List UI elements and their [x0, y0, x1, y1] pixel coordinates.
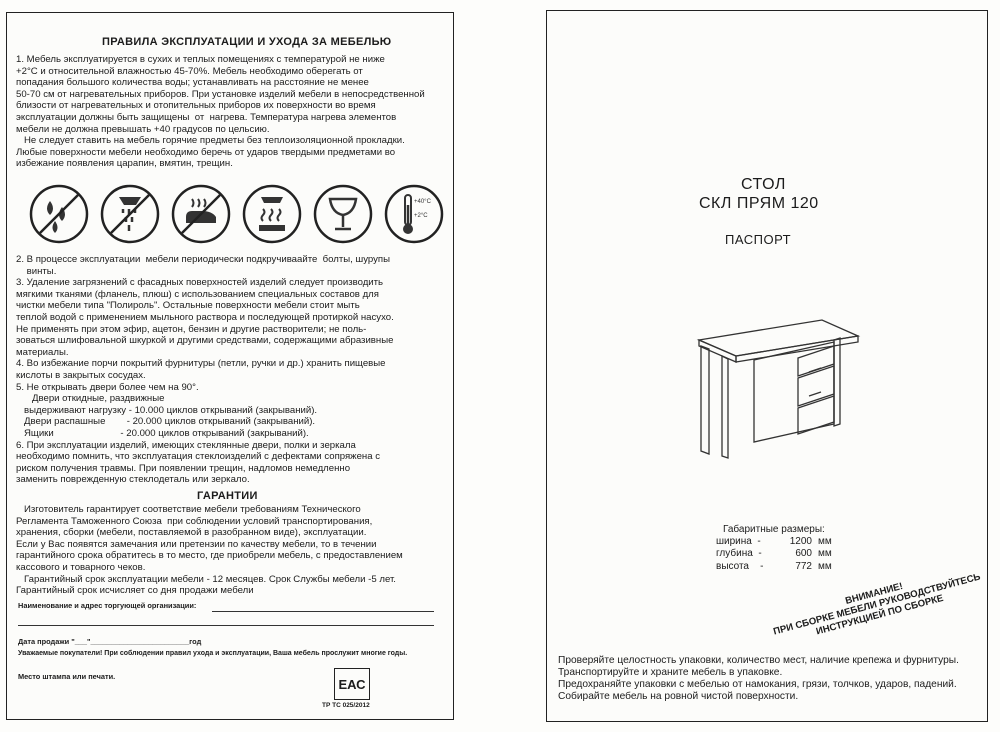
dimensions-list: [716, 536, 832, 573]
seller-label: Наименование и адрес торгующей организации:: [18, 601, 197, 610]
care-rules-sections-2-6: 2. В процессе эксплуатации мебели периодически подкручиваайте болты, шурупы винты. 3. Удаление загрязнений с фасадных поверхностей изделий следует производить мягкими тканями (фланель, плюш) с использованием специальных составов для чистки мебели типа "Полироль". Остальные поверхности мебели стоит мыть теплой водой с применением мыльного раствора и последующей протиркой насухо. Не применять при этом эфир, ацетон, бензин и другие растворители; не поль- зоваться шлифовальной шкуркой и другими средствами, содержащими абразивные материалы. 4. Во избежание порчи покрытий фурнитуры (петли, ручки и др.) хранить пищевые кислоты в закрытых сосудах. 5. Не открывать двери более чем на 90°. Двери откидные, раздвижные выдерживают нагрузку - 10.000 циклов открываний (закрываний). Двери распашные - 20.000 циклов открываний (закрываний). Ящики - 20.000 циклов открываний (закрываний). 6. При эксплуатации изделий, имеющих стеклянные двери, полки и зеркала необходимо помнить, что эксплуатация стеклоизделий с дефектами сопряжена с риском получения травмы. При появлении трещин, надломов немедленно заменить поврежденную стеклодеталь или зеркало.: [16, 254, 394, 486]
dimension-value: 772: [795, 560, 812, 572]
pictogram-row: [28, 183, 445, 245]
no-hot-iron-icon: [170, 183, 232, 245]
dimension-unit: мм: [818, 560, 832, 572]
thanks-note: Уважаемые покупатели! При соблюдении правил ухода и эксплуатации, Ваша мебель прослужит многие годы.: [18, 650, 408, 657]
dimension-row-depth: [716, 548, 832, 560]
seller-line: [212, 611, 434, 612]
dimension-value: 600: [795, 548, 812, 560]
care-rules-section-1: 1. Мебель эксплуатируется в сухих и теплых помещениях с температурой не ниже +2°С и относительной влажностью 45-70%. Мебель необходимо оберегать от попадания большого количества воды; устанавливать на расстояние не менее 50-70 см от нагревательных приборов. При установке изделий мебели в непосредственной близости от нагревательных и отопительных приборов их поверхности во время эксплуатации должны быть защищены от нагрева. Температура нагрева элементов мебели не должна превышать +40 градусов по цельсию. Не следует ставить на мебель горячие предметы без теплоизоляционной прокладки. Любые поверхности мебели необходимо беречь от ударов твердыми предметами во избежание появления царапин, вмятин, трещин.: [16, 54, 425, 170]
packaging-instructions: Проверяйте целостность упаковки, количество мест, наличие крепежа и фурнитуры. Транспортируйте и храните мебель в упаковке. Предохраняйте упаковки с мебелью от намокания, грязи, толчков, ударов, падений. Собирайте мебель на ровной чистой поверхности.: [558, 655, 959, 702]
stamp-label: Место штампа или печати.: [18, 672, 116, 681]
desk-drawing: [694, 284, 862, 464]
dimension-label: ширина -: [716, 536, 761, 547]
document-type: ПАСПОРТ: [725, 232, 792, 247]
eac-mark: ЕАС: [334, 668, 370, 700]
sale-date-label: Дата продажи "___"________________________год: [18, 637, 202, 646]
product-title: СТОЛ: [741, 176, 786, 193]
wine-glass-icon: [312, 183, 374, 245]
tr-code: ТР ТС 025/2012: [322, 702, 370, 709]
dimension-unit: мм: [818, 536, 832, 547]
dimensions-title: Габаритные размеры:: [723, 524, 825, 535]
care-rules-title: ПРАВИЛА ЭКСПЛУАТАЦИИ И УХОДА ЗА МЕБЕЛЬЮ: [102, 36, 392, 48]
product-model: СКЛ ПРЯМ 120: [699, 195, 819, 212]
no-shower-icon: [99, 183, 161, 245]
no-water-drops-icon: [28, 183, 90, 245]
dimension-value: 1200: [789, 536, 812, 547]
dimension-label: глубина -: [716, 548, 762, 560]
heat-wave-icon: [241, 183, 303, 245]
guarantee-title: ГАРАНТИИ: [197, 490, 258, 502]
dimension-label: высота -: [716, 560, 764, 572]
guarantee-text: Изготовитель гарантирует соответствие мебели требованиям Технического Регламента Таможенного Союза при соблюдении условий транспортирования, хранения, сборки (мебели, поставляемой в разобранном виде), эксплуатации. Если у Вас появятся замечания или претензии по качеству мебели, то в течении гарантийного срока обратитесь в то место, где приобрели мебель, с предоставлением кассового и товарного чеков. Гарантийный срок эксплуатации мебели - 12 месяцев. Срок Службы мебели -5 лет. Гарантийный срок исчисляет со дня продажи мебели: [16, 504, 403, 597]
seller-line-2: [18, 625, 434, 626]
dimension-unit: мм: [818, 548, 832, 560]
dimension-row-height: [716, 561, 832, 573]
thermometer-icon: [383, 183, 445, 245]
thermo-max-label: +40°C: [414, 199, 431, 205]
thermo-min-label: +2°C: [414, 213, 428, 219]
assembly-warning: ВНИМАНИЕ! ПРИ СБОРКЕ МЕБЕЛИ РУКОВОДСТВУЙТЕСЬ ИНСТРУКЦИЕЙ ПО СБОРКЕ: [772, 571, 982, 638]
dimension-row-width: [716, 536, 832, 548]
